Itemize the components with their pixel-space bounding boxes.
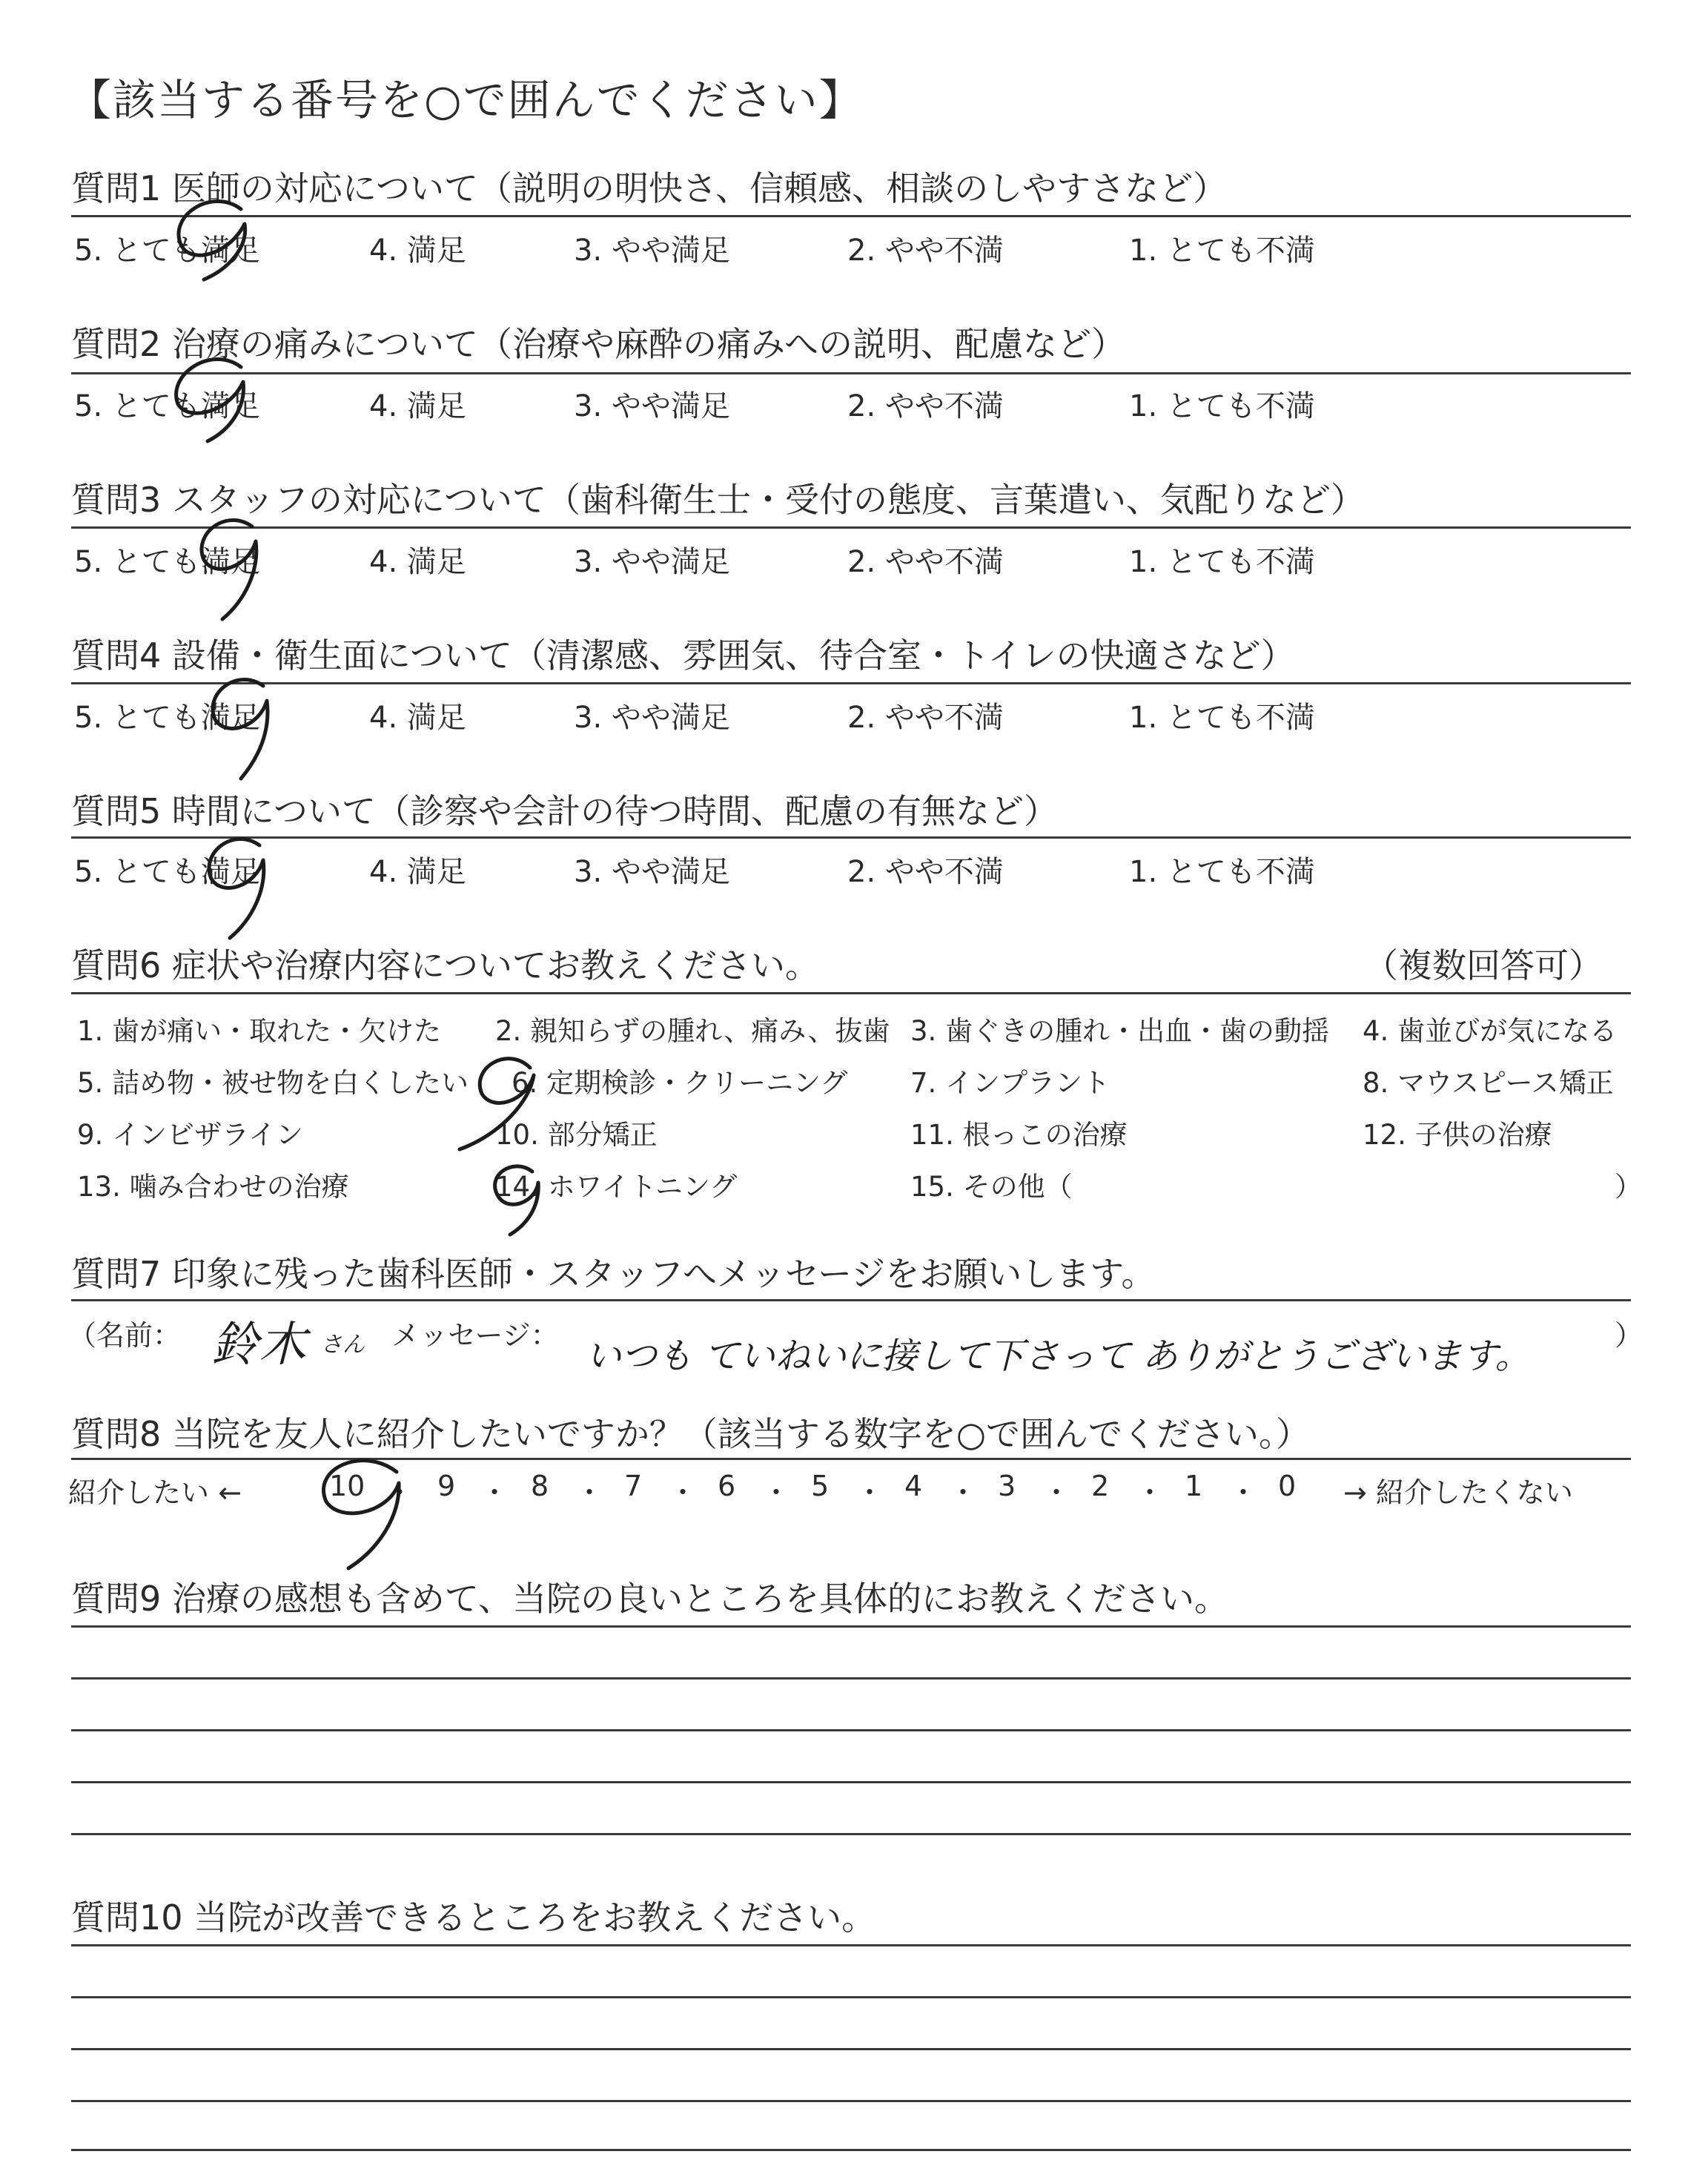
q8-scale-dot: ・ xyxy=(762,1476,791,1509)
q8-scale-dot: ・ xyxy=(669,1476,698,1509)
q6-option-13[interactable]: 13. 噛み合わせの治療 xyxy=(77,1171,349,1203)
divider xyxy=(71,215,1631,217)
q5-option-2[interactable]: 2. やや不満 xyxy=(847,855,1004,889)
q3-option-5[interactable]: 5. とても満足 xyxy=(74,545,260,579)
q4-option-3[interactable]: 3. やや満足 xyxy=(574,701,730,735)
q8-scale-5[interactable]: 5 xyxy=(811,1470,830,1502)
q4-selection-mark xyxy=(196,671,278,782)
question-7-title: 質問7 印象に残った歯科医師・スタッフへメッセージをお願いします。 xyxy=(71,1254,1156,1294)
q8-scale-dot: ・ xyxy=(949,1476,978,1509)
q6-option-3[interactable]: 3. 歯ぐきの腫れ・出血・歯の動揺 xyxy=(910,1015,1330,1047)
q6-option-12[interactable]: 12. 子供の治療 xyxy=(1363,1119,1552,1151)
q8-scale-dot: ・ xyxy=(1042,1476,1071,1509)
q3-selection-mark xyxy=(182,512,271,623)
answer-line[interactable] xyxy=(71,2149,1631,2151)
question-5-title: 質問5 時間について（診察や会計の待つ時間、配慮の有無など） xyxy=(71,791,1058,831)
q6-option-14[interactable]: 14. ホワイトニング xyxy=(495,1171,738,1203)
q8-left-label: 紹介したい ← xyxy=(68,1476,242,1509)
question-9-title: 質問9 治療の感想も含めて、当院の良いところを具体的にお教えください。 xyxy=(71,1579,1228,1619)
question-10-title: 質問10 当院が改善できるところをお教えください。 xyxy=(71,1898,876,1938)
q3-option-4[interactable]: 4. 満足 xyxy=(369,545,466,579)
q6-option-15-close: ） xyxy=(1615,1171,1642,1203)
q1-option-3[interactable]: 3. やや満足 xyxy=(574,234,730,268)
q8-scale-4[interactable]: 4 xyxy=(904,1470,923,1502)
q8-scale-6[interactable]: 6 xyxy=(718,1470,736,1502)
q4-option-5[interactable]: 5. とても満足 xyxy=(74,701,260,735)
q7-close: ） xyxy=(1615,1319,1644,1352)
q5-option-4[interactable]: 4. 満足 xyxy=(369,855,466,889)
q8-scale-dot: ・ xyxy=(385,1476,414,1509)
q1-option-4[interactable]: 4. 満足 xyxy=(369,234,466,268)
q4-option-4[interactable]: 4. 満足 xyxy=(369,701,466,735)
answer-line[interactable] xyxy=(71,2100,1631,2102)
q5-selection-mark xyxy=(189,830,278,942)
question-6-note: （複数回答可） xyxy=(1364,945,1603,985)
q6-option-1[interactable]: 1. 歯が痛い・取れた・欠けた xyxy=(77,1015,442,1047)
q6-selection-mark-6 xyxy=(456,1046,545,1157)
question-6-title: 質問6 症状や治療内容についてお教えください。 xyxy=(71,945,819,985)
q2-option-3[interactable]: 3. やや満足 xyxy=(574,389,730,423)
q3-option-1[interactable]: 1. とても不満 xyxy=(1129,545,1315,579)
answer-line[interactable] xyxy=(71,1729,1631,1731)
q1-option-1[interactable]: 1. とても不満 xyxy=(1129,234,1315,268)
q7-message-label: メッセージ： xyxy=(391,1319,559,1352)
q6-option-8[interactable]: 8. マウスピース矯正 xyxy=(1363,1067,1614,1099)
q5-option-3[interactable]: 3. やや満足 xyxy=(574,855,730,889)
question-2-title: 質問2 治療の痛みについて（治療や麻酔の痛みへの説明、配慮など） xyxy=(71,324,1126,364)
q8-scale-3[interactable]: 3 xyxy=(998,1470,1016,1502)
question-3-title: 質問3 スタッフの対応について（歯科衛生士・受付の態度、言葉遣い、気配りなど） xyxy=(71,480,1365,520)
form-heading: 【該当する番号を○で囲んでください】 xyxy=(68,75,864,125)
q6-option-7[interactable]: 7. インプラント xyxy=(910,1067,1110,1099)
q8-scale-8[interactable]: 8 xyxy=(531,1470,549,1502)
q5-option-5[interactable]: 5. とても満足 xyxy=(74,855,260,889)
answer-line[interactable] xyxy=(71,1996,1631,1998)
question-8-title: 質問8 当院を友人に紹介したいですか？（該当する数字を○で囲んでください。） xyxy=(71,1414,1311,1454)
q7-name-suffix: さん xyxy=(320,1332,365,1358)
divider xyxy=(71,836,1631,839)
q3-option-2[interactable]: 2. やや不満 xyxy=(847,545,1004,579)
question-4-title: 質問4 設備・衛生面について（清潔感、雰囲気、待合室・トイレの快適さなど） xyxy=(71,635,1295,676)
answer-line[interactable] xyxy=(71,2048,1631,2050)
q8-scale-0[interactable]: 0 xyxy=(1278,1470,1297,1502)
q1-selection-mark xyxy=(159,194,263,283)
q8-scale-7[interactable]: 7 xyxy=(624,1470,643,1502)
q6-option-9[interactable]: 9. インビザライン xyxy=(77,1119,303,1151)
q8-scale-dot: ・ xyxy=(480,1476,509,1509)
divider xyxy=(71,372,1631,374)
q8-scale-9[interactable]: 9 xyxy=(437,1470,456,1502)
q8-scale-dot: ・ xyxy=(855,1476,884,1509)
divider xyxy=(71,682,1631,684)
q8-scale-10[interactable]: 10 xyxy=(329,1470,365,1502)
q5-option-1[interactable]: 1. とても不満 xyxy=(1129,855,1315,889)
q8-scale-dot: ・ xyxy=(575,1476,604,1509)
q1-option-5[interactable]: 5. とても満足 xyxy=(74,234,260,268)
q8-scale-dot: ・ xyxy=(1136,1476,1165,1509)
answer-line[interactable] xyxy=(71,1677,1631,1680)
q6-option-6[interactable]: 6. 定期検診・クリーニング xyxy=(512,1067,848,1099)
q8-scale-2[interactable]: 2 xyxy=(1091,1470,1110,1502)
q6-option-5[interactable]: 5. 詰め物・被せ物を白くしたい xyxy=(77,1067,469,1099)
q6-option-2[interactable]: 2. 親知らずの腫れ、痛み、抜歯 xyxy=(495,1015,890,1047)
q6-selection-mark-14 xyxy=(480,1157,555,1238)
q2-option-4[interactable]: 4. 満足 xyxy=(369,389,466,423)
q8-selection-mark xyxy=(304,1446,415,1572)
q8-scale-dot: ・ xyxy=(1229,1476,1258,1509)
answer-line[interactable] xyxy=(71,1833,1631,1835)
q3-option-3[interactable]: 3. やや満足 xyxy=(574,545,730,579)
divider xyxy=(71,526,1631,529)
q2-selection-mark xyxy=(156,349,259,445)
q7-name-label: （名前： xyxy=(68,1319,182,1352)
divider xyxy=(71,992,1631,994)
q4-option-2[interactable]: 2. やや不満 xyxy=(847,701,1004,735)
q6-option-10[interactable]: 10. 部分矯正 xyxy=(495,1119,658,1151)
q2-option-1[interactable]: 1. とても不満 xyxy=(1129,389,1315,423)
answer-line[interactable] xyxy=(71,1625,1631,1628)
q2-option-2[interactable]: 2. やや不満 xyxy=(847,389,1004,423)
divider xyxy=(71,1299,1631,1301)
q1-option-2[interactable]: 2. やや不満 xyxy=(847,234,1004,268)
q8-right-label: → 紹介したくない xyxy=(1343,1476,1573,1509)
q6-option-4[interactable]: 4. 歯並びが気になる xyxy=(1363,1015,1618,1047)
question-1-title: 質問1 医師の対応について（説明の明快さ、信頼感、相談のしやすさなど） xyxy=(71,168,1228,208)
q8-scale-1[interactable]: 1 xyxy=(1185,1470,1203,1502)
answer-line[interactable] xyxy=(71,1781,1631,1783)
q6-option-11[interactable]: 11. 根っこの治療 xyxy=(910,1119,1128,1151)
q4-option-1[interactable]: 1. とても不満 xyxy=(1129,701,1315,735)
q2-option-5[interactable]: 5. とても満足 xyxy=(74,389,260,423)
q6-option-15[interactable]: 15. その他（ xyxy=(910,1171,1073,1203)
answer-line[interactable] xyxy=(71,1944,1631,1946)
q7-message-value[interactable]: いつも ていねいに接して下さって ありがとうございます。 xyxy=(586,1335,1531,1377)
q7-name-value[interactable]: 鈴木 xyxy=(211,1318,306,1373)
